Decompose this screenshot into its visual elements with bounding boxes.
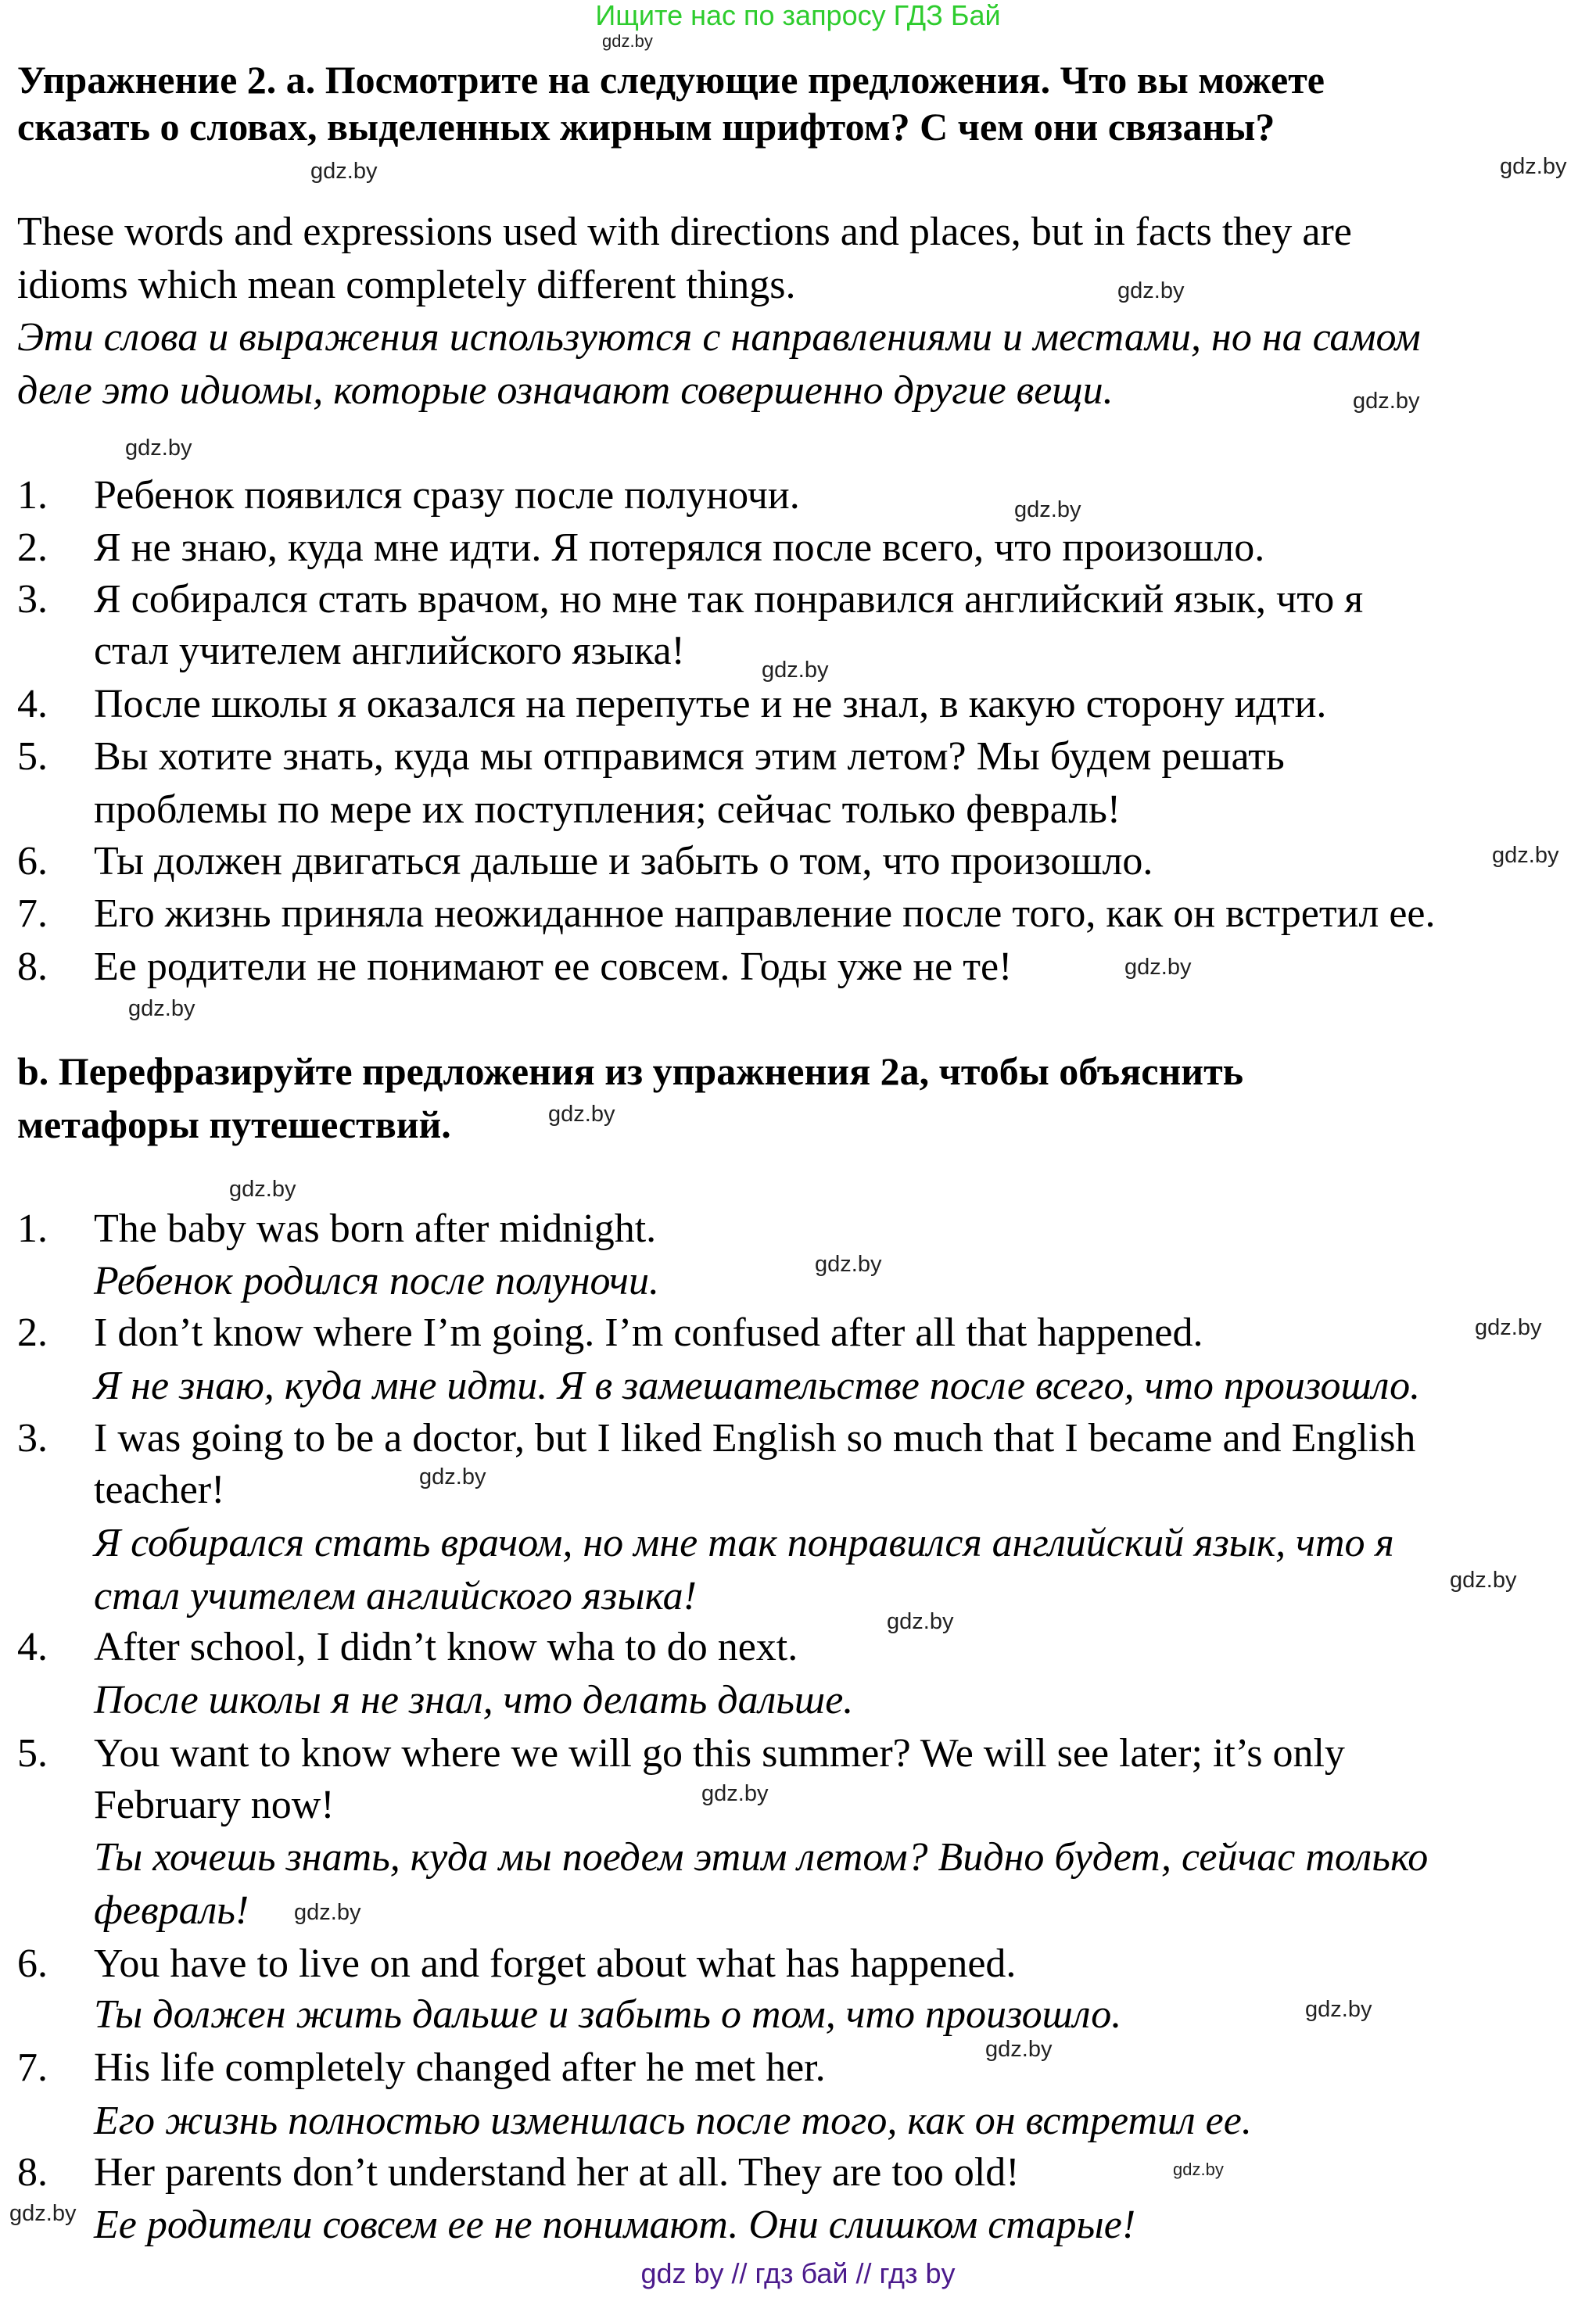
answer-ru: февраль!: [94, 1888, 249, 1933]
watermark: gdz.by: [762, 658, 829, 683]
item-number: 2.: [17, 525, 48, 570]
watermark: gdz.by: [1353, 389, 1420, 414]
answer-en: I was going to be a doctor, but I liked English so much that I became and English: [94, 1416, 1416, 1461]
item-number: 6.: [17, 1941, 48, 1986]
answer-ru: Его жизнь полностью изменилась после того, как он встретил ее.: [94, 2099, 1252, 2143]
item-number: 7.: [17, 891, 48, 936]
watermark: gdz.by: [701, 1781, 769, 1806]
answer-ru: Ее родители совсем ее не понимают. Они слишком старые!: [94, 2203, 1136, 2247]
answer-en: February now!: [94, 1783, 335, 1827]
answer-ru: Ребенок родился после полуночи.: [94, 1259, 659, 1303]
part-b-title-line: b. Перефразируйте предложения из упражнения 2а, чтобы объяснить: [17, 1049, 1244, 1093]
exercise-title-line: Упражнение 2. а. Посмотрите на следующие предложения. Что вы можете: [17, 58, 1325, 102]
item-number: 5.: [17, 734, 48, 779]
watermark: gdz.by: [294, 1900, 361, 1925]
watermark: gdz.by: [1014, 497, 1081, 522]
answer-en: teacher!: [94, 1468, 225, 1512]
list-item: Ребенок появился сразу после полуночи.: [94, 473, 800, 518]
item-number: 8.: [17, 945, 48, 989]
item-number: 4.: [17, 1625, 48, 1669]
answer-ru: Ты хочешь знать, куда мы поедем этим летом? Видно будет, сейчас только: [94, 1835, 1429, 1880]
list-item: Ее родители не понимают ее совсем. Годы уже не те!: [94, 945, 1013, 989]
footer-links[interactable]: gdz by // гдз бай // гдз by: [640, 2257, 956, 2289]
watermark: gdz.by: [985, 2037, 1053, 2062]
item-number: 8.: [17, 2150, 48, 2195]
answer-en: His life completely changed after he met her.: [94, 2045, 826, 2090]
watermark: gdz.by: [9, 2201, 77, 2226]
item-number: 4.: [17, 682, 48, 726]
watermark: gdz.by: [815, 1252, 882, 1277]
watermark: gdz.by: [1124, 955, 1192, 980]
list-item: Вы хотите знать, куда мы отправимся этим летом? Мы будем решать: [94, 734, 1285, 779]
answer-en: You have to live on and forget about what has happened.: [94, 1941, 1017, 1986]
list-item: После школы я оказался на перепутье и не знал, в какую сторону идти.: [94, 682, 1327, 726]
item-number: 3.: [17, 1416, 48, 1461]
answer-en: The baby was born after midnight.: [94, 1206, 657, 1251]
list-item: Я собирался стать врачом, но мне так понравился английский язык, что я: [94, 577, 1364, 622]
list-item: Его жизнь приняла неожиданное направление после того, как он встретил ее.: [94, 891, 1436, 936]
watermark: gdz.by: [548, 1102, 615, 1127]
watermark: gdz.by: [887, 1609, 954, 1634]
list-item: стал учителем английского языка!: [94, 629, 685, 673]
watermark: gdz.by: [1450, 1568, 1517, 1593]
answer-en: I don’t know where I’m going. I’m confused after all that happened.: [94, 1310, 1203, 1355]
item-number: 7.: [17, 2045, 48, 2090]
list-item: проблемы по мере их поступления; сейчас только февраль!: [94, 787, 1121, 832]
part-b-title-line: метафоры путешествий.: [17, 1102, 451, 1146]
watermark: gdz.by: [602, 31, 653, 51]
watermark: gdz.by: [1500, 154, 1567, 179]
item-number: 5.: [17, 1731, 48, 1776]
watermark: gdz.by: [229, 1177, 296, 1202]
item-number: 6.: [17, 839, 48, 884]
search-hint-banner[interactable]: Ищите нас по запросу ГДЗ Бай: [595, 0, 1001, 31]
watermark: gdz.by: [1492, 843, 1559, 868]
watermark: gdz.by: [1173, 2160, 1224, 2179]
answer-en: You want to know where we will go this summer? We will see later; it’s only: [94, 1731, 1345, 1776]
item-number: 1.: [17, 1206, 48, 1251]
item-number: 1.: [17, 473, 48, 518]
answer-en: Her parents don’t understand her at all. They are too old!: [94, 2150, 1020, 2195]
intro-ru-line: деле это идиомы, которые означают совершенно другие вещи.: [17, 368, 1114, 413]
watermark: gdz.by: [1117, 278, 1185, 303]
answer-ru: Ты должен жить дальше и забыть о том, что произошло.: [94, 1992, 1122, 2037]
intro-en-line: idioms which mean completely different things.: [17, 263, 796, 307]
list-item: Я не знаю, куда мне идти. Я потерялся после всего, что произошло.: [94, 525, 1265, 570]
answer-ru: стал учителем английского языка!: [94, 1574, 697, 1619]
answer-ru: Я не знаю, куда мне идти. Я в замешательстве после всего, что произошло.: [94, 1364, 1421, 1408]
intro-en-line: These words and expressions used with directions and places, but in facts they are: [17, 210, 1352, 254]
exercise-title-line: сказать о словах, выделенных жирным шрифтом? С чем они связаны?: [17, 105, 1275, 149]
list-item: Ты должен двигаться дальше и забыть о том, что произошло.: [94, 839, 1153, 884]
watermark: gdz.by: [1305, 1997, 1372, 2022]
answer-en: After school, I didn’t know wha to do next.: [94, 1625, 798, 1669]
watermark: gdz.by: [419, 1464, 486, 1489]
watermark: gdz.by: [128, 996, 195, 1021]
watermark: gdz.by: [1475, 1315, 1542, 1340]
intro-ru-line: Эти слова и выражения используются с направлениями и местами, но на самом: [17, 315, 1421, 360]
watermark: gdz.by: [310, 159, 378, 184]
item-number: 2.: [17, 1310, 48, 1355]
watermark: gdz.by: [125, 436, 192, 461]
answer-ru: После школы я не знал, что делать дальше.: [94, 1678, 854, 1722]
item-number: 3.: [17, 577, 48, 622]
answer-ru: Я собирался стать врачом, но мне так понравился английский язык, что я: [94, 1521, 1394, 1565]
